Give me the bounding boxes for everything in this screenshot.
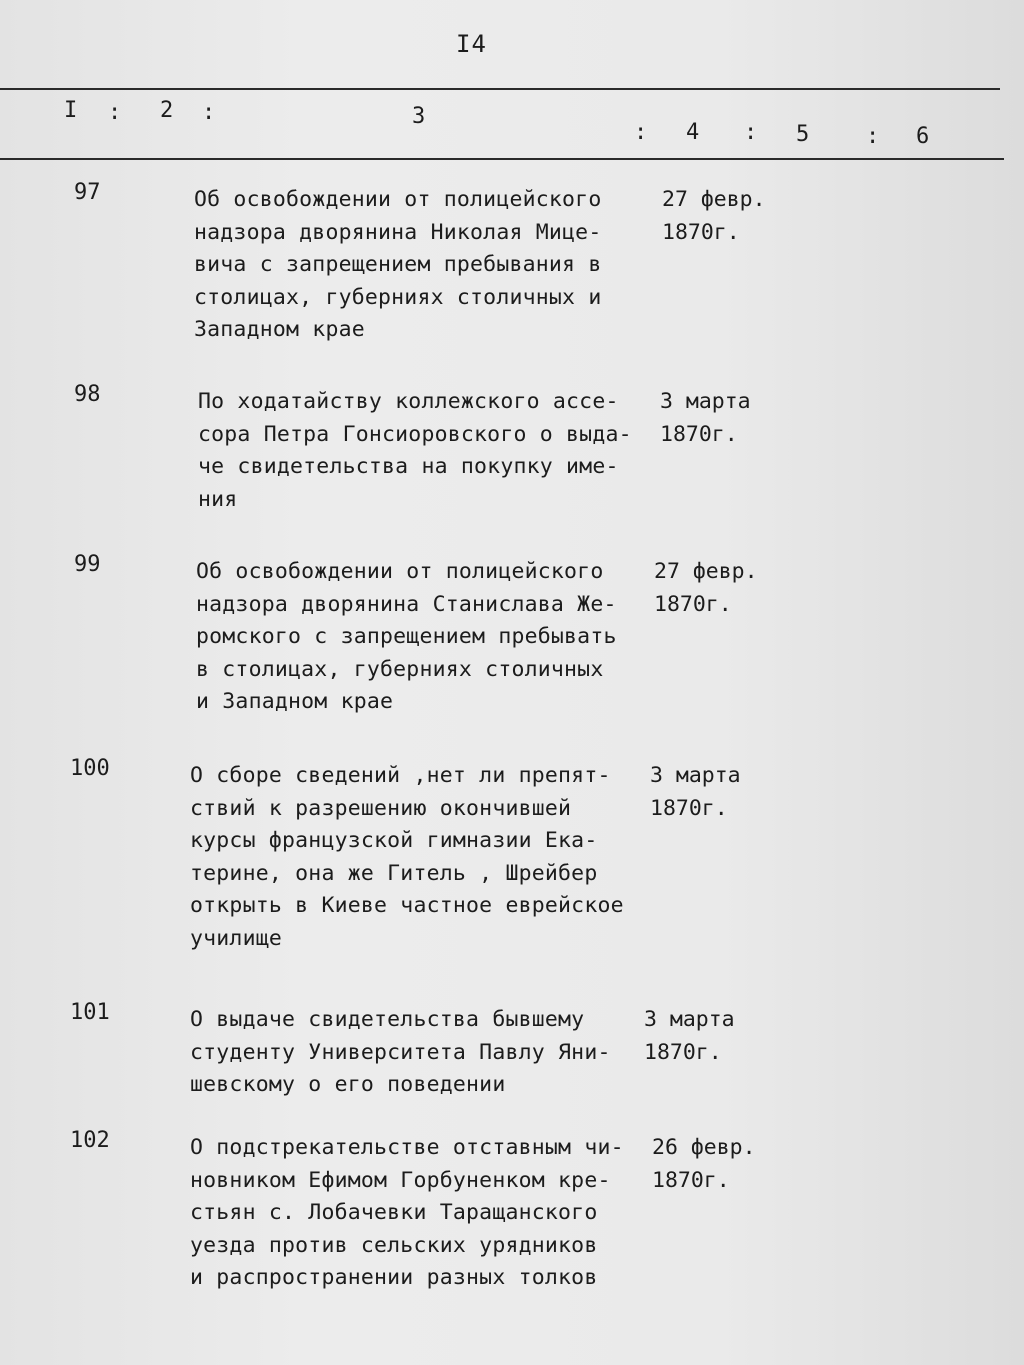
column-header-5: 5 [796, 122, 810, 147]
entry-line: шевскому о его поведении [190, 1072, 506, 1097]
entry-line: О выдаче свидетельства бывшему [190, 1007, 585, 1032]
entry-date [652, 1132, 782, 1197]
column-separator: : [202, 100, 216, 125]
entry-line: надзора дворянина Николая Мице- [194, 219, 602, 245]
entry-date-year: 1870г. [654, 591, 732, 617]
entry-line: По ходатайству коллежского ассе- [198, 389, 619, 414]
entry-line: че свидетельства на покупку име- [198, 454, 619, 479]
entry-line: курсы французской гимназии Ека- [190, 828, 598, 853]
entry-line: ромского с запрещением пребывать [196, 624, 617, 649]
entry-date [654, 556, 784, 621]
entry-line: новником Ефимом Горбуненком кре- [190, 1167, 611, 1193]
entry-number: 97 [74, 180, 101, 205]
entry-date-day: 3 марта [650, 763, 741, 788]
entry-description [194, 184, 654, 347]
entry-line: стьян с. Лобачевки Таращанского [190, 1200, 598, 1225]
page-number: I4 [456, 30, 487, 58]
entry-line: Об освобождении от полицейского [196, 559, 604, 584]
entry-date [662, 184, 792, 249]
entry-line: уезда против сельских урядников [190, 1232, 598, 1258]
entry-line: училище [190, 925, 283, 951]
entry-date-day: 27 февр. [662, 187, 766, 212]
entry-number: 99 [74, 552, 101, 577]
entry-description [190, 1132, 650, 1295]
entry-line: О подстрекательстве отставным чи- [190, 1135, 624, 1160]
entry-number: 98 [74, 382, 101, 407]
entry-line: открыть в Киеве частное еврейское [190, 893, 624, 918]
entry-date-year: 1870г. [650, 795, 728, 821]
entry-line: студенту Университета Павлу Яни- [190, 1039, 611, 1065]
entry-line: надзора дворянина Станислава Же- [196, 591, 617, 617]
entry-date-year: 1870г. [660, 421, 738, 447]
header-top-rule [0, 88, 1000, 90]
entry-date-day: 3 марта [644, 1007, 735, 1032]
entry-date-day: 26 февр. [652, 1135, 756, 1160]
entry-date [644, 1004, 774, 1069]
column-header-6: 6 [916, 124, 930, 149]
entry-line: терине, она же Гитель , Шрейбер [190, 860, 598, 886]
entry-description [198, 386, 658, 516]
column-header-4: 4 [686, 120, 700, 145]
entry-date-year: 1870г. [662, 219, 740, 245]
entry-description [190, 1004, 650, 1102]
entry-line: вича с запрещением пребывания в [194, 252, 602, 277]
entry-line: ния [198, 486, 238, 512]
entry-line: и Западном крае [196, 689, 394, 714]
header-bottom-rule [0, 158, 1004, 160]
column-separator: : [108, 100, 122, 125]
entry-line: сора Петра Гонсиоровского о выда- [198, 421, 632, 447]
entry-line: и распространении разных толков [190, 1265, 598, 1290]
entry-line: О сборе сведений ,нет ли препят- [190, 763, 611, 788]
entry-number: 100 [70, 756, 110, 781]
entry-date-day: 27 февр. [654, 559, 758, 584]
entry-line: ствий к разрешению окончившей [190, 795, 572, 821]
entry-number: 101 [70, 1000, 110, 1025]
entry-date [650, 760, 780, 825]
column-separator: : [866, 124, 880, 149]
entry-line: Об освобождении от полицейского [194, 187, 602, 212]
entry-date-year: 1870г. [644, 1039, 722, 1065]
entry-date-year: 1870г. [652, 1167, 730, 1193]
entry-number: 102 [70, 1128, 110, 1153]
entry-description [190, 760, 650, 955]
entry-date-day: 3 марта [660, 389, 751, 414]
column-header-3: 3 [412, 104, 426, 129]
entry-line: в столицах, губерниях столичных [196, 656, 604, 682]
entry-line: столицах, губерниях столичных и [194, 284, 602, 310]
column-separator: : [634, 120, 648, 145]
entry-line: Западном крае [194, 317, 365, 342]
column-separator: : [744, 120, 758, 145]
entry-description [196, 556, 656, 719]
column-header-2: 2 [160, 98, 174, 123]
column-header-1: I [64, 98, 78, 123]
entry-date [660, 386, 790, 451]
